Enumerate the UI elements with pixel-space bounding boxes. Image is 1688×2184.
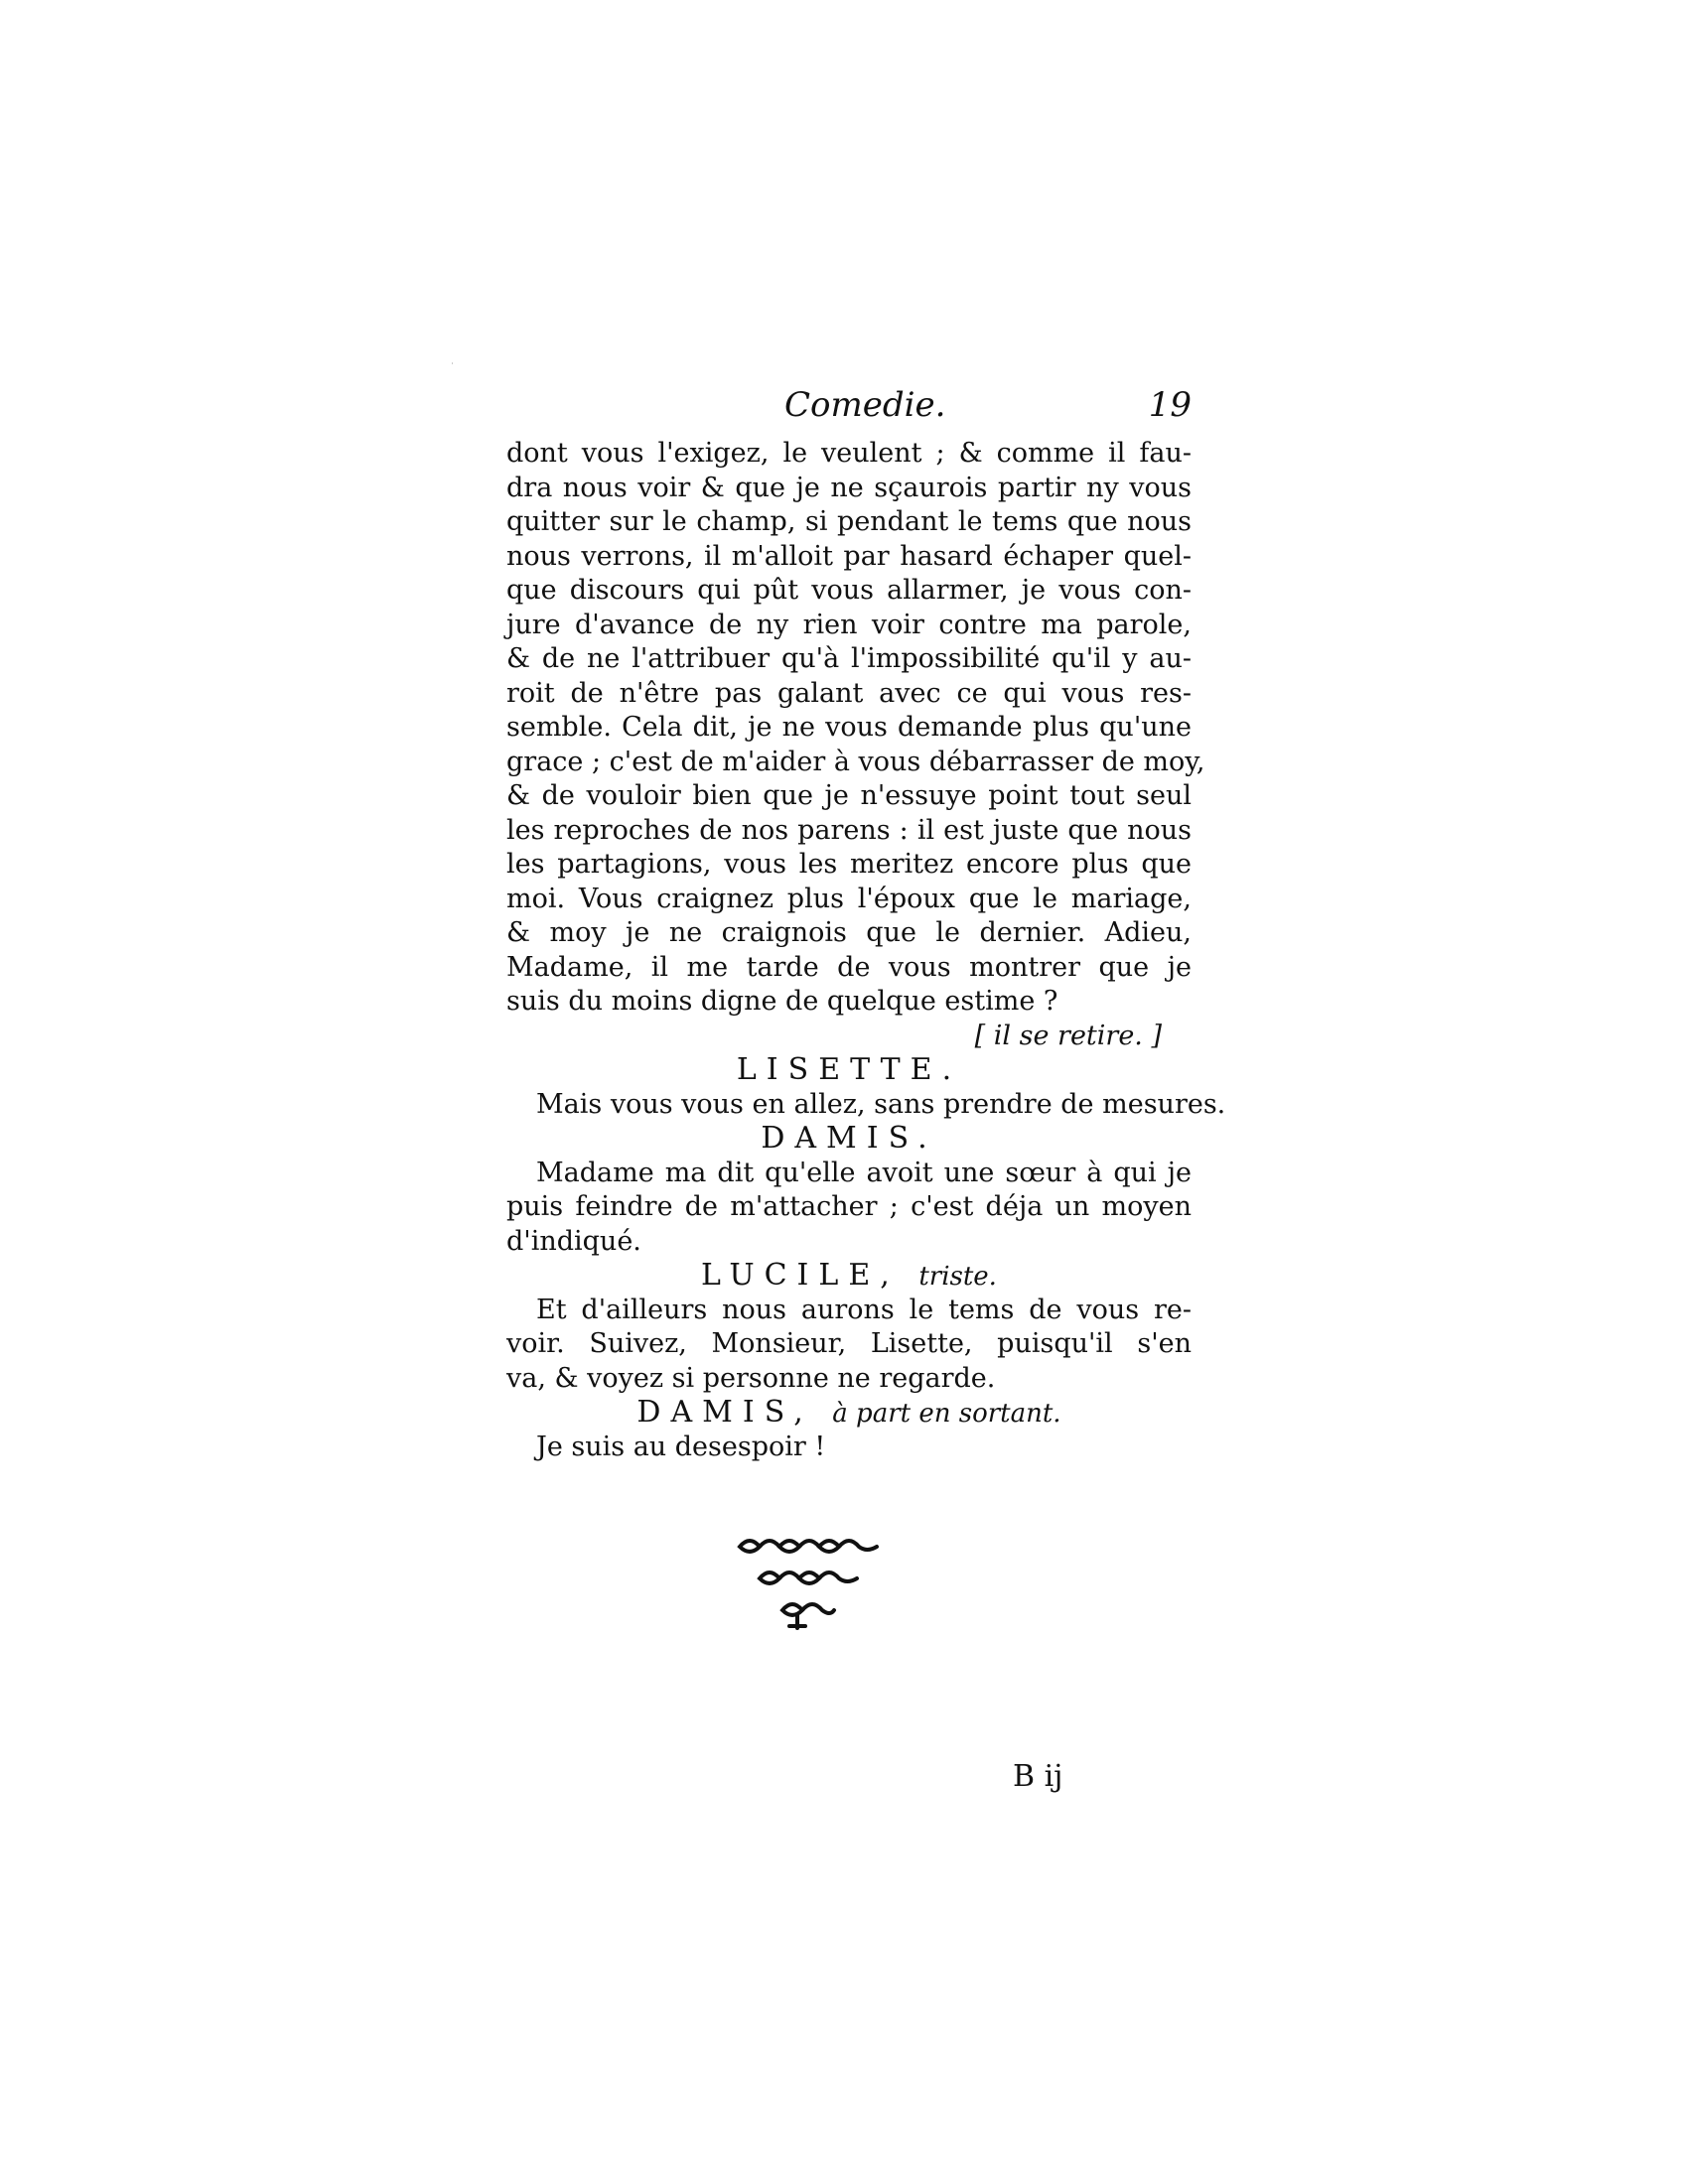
- text-line: quitter sur le champ, si pendant le tems que nous: [506, 506, 1192, 537]
- dialogue-line: Mais vous vous en allez, sans prendre de mesures.: [536, 1088, 1226, 1120]
- dialogue-line: puis feindre de m'attacher ; c'est déja un moyen: [506, 1191, 1192, 1222]
- signature-mark: B ij: [1013, 1759, 1063, 1794]
- page-number: 19: [1148, 385, 1192, 425]
- text-line: & de ne l'attribuer qu'à l'impossibilité qu'il y au-: [506, 643, 1192, 674]
- speaker-label: LUCILE,: [701, 1258, 900, 1293]
- margin-speck: [452, 362, 453, 364]
- text-line: jure d'avance de ny rien voir contre ma parole,: [506, 609, 1192, 640]
- text-line: les partagions, vous les meritez encore plus que: [506, 849, 1192, 880]
- text-line: semble. Cela dit, je ne vous demande plus qu'une: [506, 712, 1192, 743]
- page-header: [506, 385, 1192, 435]
- dialogue-line: Et d'ailleurs nous aurons le tems de vous re-: [536, 1294, 1192, 1325]
- text-line: & de vouloir bien que je n'essuye point tout seul: [506, 780, 1192, 811]
- text-line: dont vous l'exigez, le veulent ; & comme il fau-: [506, 438, 1192, 469]
- text-line: suis du moins digne de quelque estime ?: [506, 986, 1058, 1017]
- fleuron-ornament-icon: [730, 1529, 889, 1638]
- speaker-name-damis: DAMIS.: [761, 1121, 937, 1156]
- text-line: moi. Vous craignez plus l'époux que le mariage,: [506, 883, 1192, 914]
- speaker-name-lucile: [506, 1259, 1192, 1294]
- dialogue-line: voir. Suivez, Monsieur, Lisette, puisqu'il s'en: [506, 1328, 1192, 1359]
- text-line: dra nous voir & que je ne sçaurois partir ny vous: [506, 472, 1192, 503]
- speaker-direction: à part en sortant.: [832, 1399, 1061, 1429]
- stage-direction: [ il se retire. ]: [974, 1020, 1162, 1051]
- text-line: roit de n'être pas galant avec ce qui vous res-: [506, 677, 1192, 709]
- dialogue-line: va, & voyez si personne ne regarde.: [506, 1362, 996, 1394]
- text-line: & moy je ne craignois que le dernier. Adieu,: [506, 917, 1192, 948]
- dialogue-line: Madame ma dit qu'elle avoit une sœur à qui je: [536, 1157, 1192, 1188]
- dialogue-line: Je suis au desespoir !: [536, 1431, 826, 1462]
- speaker-name-lisette: LISETTE.: [736, 1052, 962, 1087]
- text-line: Madame, il me tarde de vous montrer que je: [506, 951, 1192, 983]
- text-line: que discours qui pût vous allarmer, je vous con-: [506, 575, 1192, 606]
- text-line: grace ; c'est de m'aider à vous débarrasser de moy,: [506, 746, 1205, 777]
- page-body: [506, 437, 1226, 1464]
- speaker-label: DAMIS,: [636, 1395, 813, 1430]
- text-line: les reproches de nos parens : il est juste que nous: [506, 814, 1192, 846]
- text-line: nous verrons, il m'alloit par hasard échaper quel-: [506, 540, 1192, 572]
- speaker-name-damis-exit: [506, 1396, 1192, 1431]
- speaker-direction: triste.: [918, 1262, 997, 1292]
- running-title: Comedie.: [784, 385, 946, 425]
- dialogue-line: d'indiqué.: [506, 1225, 641, 1257]
